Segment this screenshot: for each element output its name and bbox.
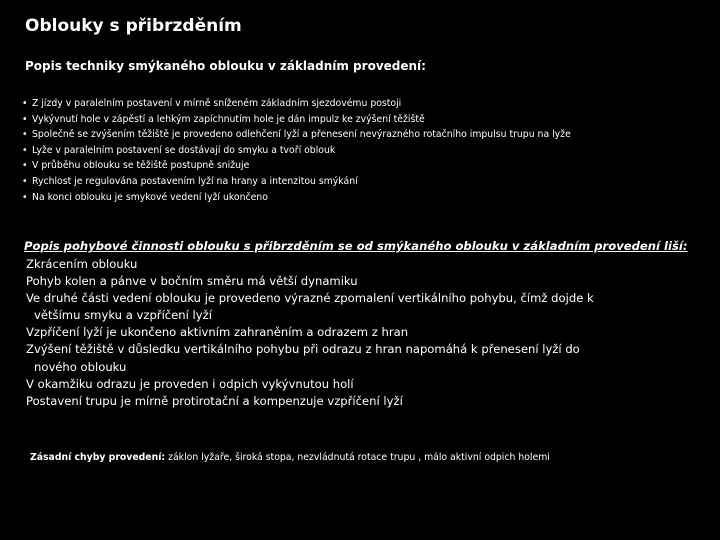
technique-subtitle: Popis techniky smýkaného oblouku v základním provedení: (25, 59, 426, 73)
list-item-text: V průběhu oblouku se těžiště postupně snižuje (32, 160, 250, 172)
list-item (24, 290, 714, 324)
list-item-text: Rychlost je regulována postavením lyží na hrany a intenzitou smýkání (32, 175, 358, 187)
list-item-text: Pohyb kolen a pánve v bočním směru má větší dynamiku (26, 274, 358, 289)
list-item (22, 174, 702, 190)
errors-line (30, 452, 550, 463)
bullet-icon: • (22, 144, 28, 156)
list-item-text: Z jízdy v paralelním postavení v mírně sníženém základním sjezdovému postoji (32, 98, 402, 109)
bullet-icon: • (22, 175, 28, 187)
bullet-icon: • (22, 191, 28, 203)
list-item-text: V okamžiku odrazu je proveden i odpich vykývnutou holí (26, 376, 354, 391)
list-item (22, 190, 702, 206)
list-item (24, 376, 714, 393)
list-item-text: Zvýšení těžiště v důsledku vertikálního pohybu při odrazu z hran napomáhá k přenesení lyží do (26, 342, 580, 357)
differences-heading: Popis pohybové činnosti oblouku s přibrzděním se od smýkaného oblouku v základním provedení liší: (24, 239, 688, 253)
list-item-continuation: většímu smyku a vzpříčení lyží (34, 308, 212, 323)
errors-label: Zásadní chyby provedení: (30, 452, 166, 463)
list-item (24, 324, 714, 341)
list-item-continuation: nového oblouku (34, 359, 127, 374)
errors-text: záklon lyžaře, široká stopa, nezvládnutá rotace trupu , málo aktivní odpich holemi (168, 452, 550, 463)
bullet-icon: • (22, 113, 28, 125)
page-title: Oblouky s přibrzděním (25, 16, 242, 36)
bullet-icon: • (22, 98, 28, 109)
list-item (24, 273, 714, 290)
list-item (22, 96, 702, 112)
list-item-text: Zkrácením oblouku (26, 257, 138, 271)
list-item (24, 256, 714, 273)
list-item (24, 341, 714, 375)
list-item (22, 143, 702, 159)
list-item-text: Lyže v paralelním postavení se dostávají do smyku a tvoří oblouk (32, 144, 336, 156)
list-item (22, 158, 702, 174)
list-item-text: Na konci oblouku je smykové vedení lyží ukončeno (32, 191, 268, 203)
list-item (22, 127, 702, 143)
list-item (22, 112, 702, 128)
list-item-text: Vzpříčení lyží je ukončeno aktivním zahraněním a odrazem z hran (26, 325, 409, 340)
list-item-text: Společně se zvýšením těžiště je provedeno odlehčení lyží a přenesení nevýrazného rotačního impulsu trupu na lyže (32, 129, 571, 141)
list-item-text: Postavení trupu je mírně protirotační a kompenzuje vzpříčení lyží (26, 393, 403, 408)
bullet-icon: • (22, 129, 28, 141)
differences-section (24, 238, 714, 410)
bullet-icon: • (22, 160, 28, 172)
technique-bullet-list (22, 96, 702, 205)
differences-list (24, 256, 714, 410)
list-item (24, 393, 714, 410)
list-item-text: Vykývnutí hole v zápěstí a lehkým zapíchnutím hole je dán impulz ke zvýšení těžiště (32, 113, 425, 125)
list-item-text: Ve druhé části vedení oblouku je provedeno výrazné zpomalení vertikálního pohybu, čímž dojde k (26, 291, 594, 306)
